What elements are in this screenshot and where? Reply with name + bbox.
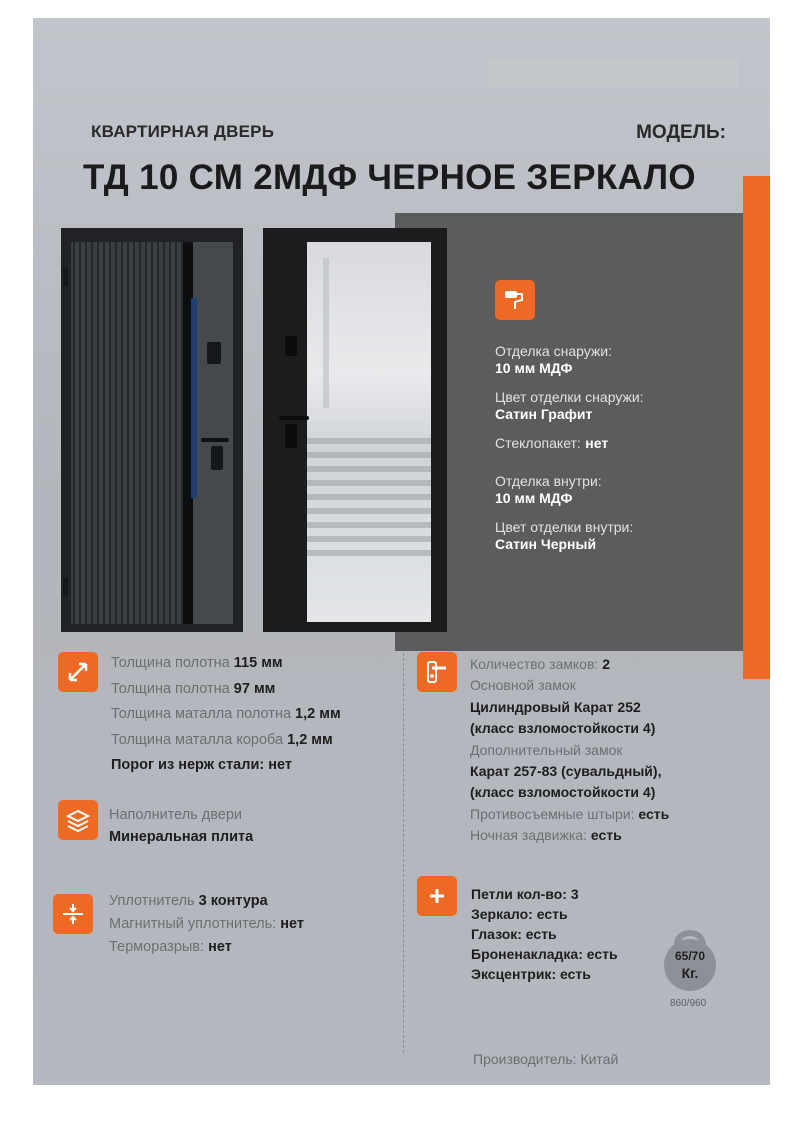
inside-finish-value: 10 мм МДФ (495, 490, 573, 506)
seal-glyph (60, 901, 86, 927)
leaf-thickness-2-value: 97 мм (233, 680, 276, 697)
magnetic-label: Магнитный уплотнитель: (109, 916, 277, 932)
seal-row (109, 890, 304, 913)
leaf-thickness-2-label: Толщина полотна (111, 680, 230, 697)
top-stripe (488, 58, 738, 88)
leaf-metal-label: Толщина маталла полотна (111, 706, 292, 722)
product-sheet (33, 18, 770, 1085)
glass-spec (495, 435, 644, 453)
layers-glyph (65, 807, 91, 833)
outside-finish-value: 10 мм МДФ (495, 360, 573, 376)
page-title: ТД 10 СМ 2МДФ ЧЕРНОЕ ЗЕРКАЛО (83, 158, 696, 197)
door-outside-drawing (61, 228, 243, 632)
glass-value: нет (585, 435, 609, 451)
extra-lock-value-1: Карат 257-83 (сувальдный), (470, 763, 662, 780)
column-divider (403, 653, 404, 1053)
inside-color-label: Цвет отделки внутри: (495, 519, 634, 535)
frame-metal (111, 728, 341, 754)
weight-size: 860/960 (670, 998, 707, 1009)
night-latch-value: есть (590, 827, 622, 844)
paint-roller-glyph (502, 287, 528, 313)
door-handle-icon (417, 652, 457, 692)
accent-bar (743, 176, 770, 679)
manufacturer: Производитель: Китай (473, 1051, 619, 1067)
leaf-metal (111, 702, 341, 728)
plus-glyph (427, 886, 447, 906)
peephole: Глазок: есть (471, 926, 557, 942)
eccentric: Эксцентрик: есть (471, 966, 591, 982)
plus-icon (417, 876, 457, 916)
magnetic-row (109, 913, 304, 936)
hinges: Петли кол-во: 3 (471, 886, 579, 902)
seal-label: Уплотнитель (109, 893, 195, 909)
resize-arrows-glyph (66, 660, 90, 684)
paint-roller-icon (495, 280, 535, 320)
frame-metal-label: Толщина маталла короба (111, 731, 284, 748)
threshold: Порог из нерж стали: нет (111, 757, 292, 773)
leaf-thickness-2 (111, 677, 341, 703)
thermal-row (109, 936, 304, 959)
weight-value: 65/70 (674, 949, 706, 963)
leaf-metal-value: 1,2 мм (295, 706, 341, 722)
seal-value: 3 контура (198, 893, 268, 909)
main-lock-value-1: Цилиндровый Карат 252 (470, 698, 641, 715)
locks-block (470, 654, 669, 847)
layers-icon (58, 800, 98, 840)
night-latch-label: Ночная задвижка: (470, 827, 587, 844)
filler-value: Минеральная плита (109, 829, 254, 845)
glass-label: Стеклопакет: (495, 435, 581, 451)
thermal-value: нет (208, 939, 232, 955)
locks-count-label: Количество замков: (470, 656, 599, 672)
night-latch (470, 825, 669, 846)
extras-block (471, 884, 618, 984)
leaf-thickness-1 (111, 651, 341, 677)
main-lock-value-2: (класс взломостойкости 4) (470, 720, 656, 737)
finish-specs (495, 343, 644, 565)
seal-icon (53, 894, 93, 934)
inside-color-spec (495, 519, 644, 553)
main-lock-label: Основной замок (470, 677, 576, 694)
leaf-thickness-1-label: Толщина полотна (111, 655, 230, 671)
product-kicker: КВАРТИРНАЯ ДВЕРЬ (91, 122, 275, 141)
filler-block (109, 804, 253, 848)
outside-color-value: Сатин Графит (495, 406, 593, 422)
door-inside-drawing (263, 228, 447, 632)
outside-finish-spec (495, 343, 644, 377)
leaf-thickness-1-value: 115 мм (233, 655, 283, 671)
thermal-label: Терморазрыв: (109, 939, 205, 955)
door-handle-glyph (425, 659, 449, 685)
anti-removal-label: Противосъемные штыри: (470, 805, 635, 822)
weight-icon (655, 923, 725, 993)
weight-unit: Кг. (681, 965, 699, 981)
inside-finish-label: Отделка внутри: (495, 473, 602, 489)
locks-count-value: 2 (602, 656, 610, 672)
dimensions-list (111, 651, 341, 779)
filler-label: Наполнитель двери (109, 807, 243, 823)
seal-block (109, 890, 304, 959)
mirror: Зеркало: есть (471, 906, 568, 922)
door-outside-image (61, 228, 243, 632)
outside-color-spec (495, 389, 644, 423)
door-inside-image (263, 228, 447, 632)
outside-color-label: Цвет отделки снаружи: (495, 389, 644, 405)
inside-color-value: Сатин Черный (495, 536, 597, 552)
anti-removal-value: есть (638, 805, 670, 822)
extra-lock-label: Дополнительный замок (470, 741, 623, 758)
frame-metal-value: 1,2 мм (287, 731, 333, 748)
locks-count (470, 654, 669, 675)
inside-finish-spec (495, 473, 644, 507)
magnetic-value: нет (280, 916, 304, 932)
resize-arrows-icon (58, 652, 98, 692)
armor-plate: Броненакладка: есть (471, 946, 618, 962)
model-label: МОДЕЛЬ: (636, 122, 726, 143)
extra-lock-value-2: (класс взломостойкости 4) (470, 784, 656, 801)
outside-finish-label: Отделка снаружи: (495, 343, 612, 359)
anti-removal-pins (470, 804, 669, 825)
